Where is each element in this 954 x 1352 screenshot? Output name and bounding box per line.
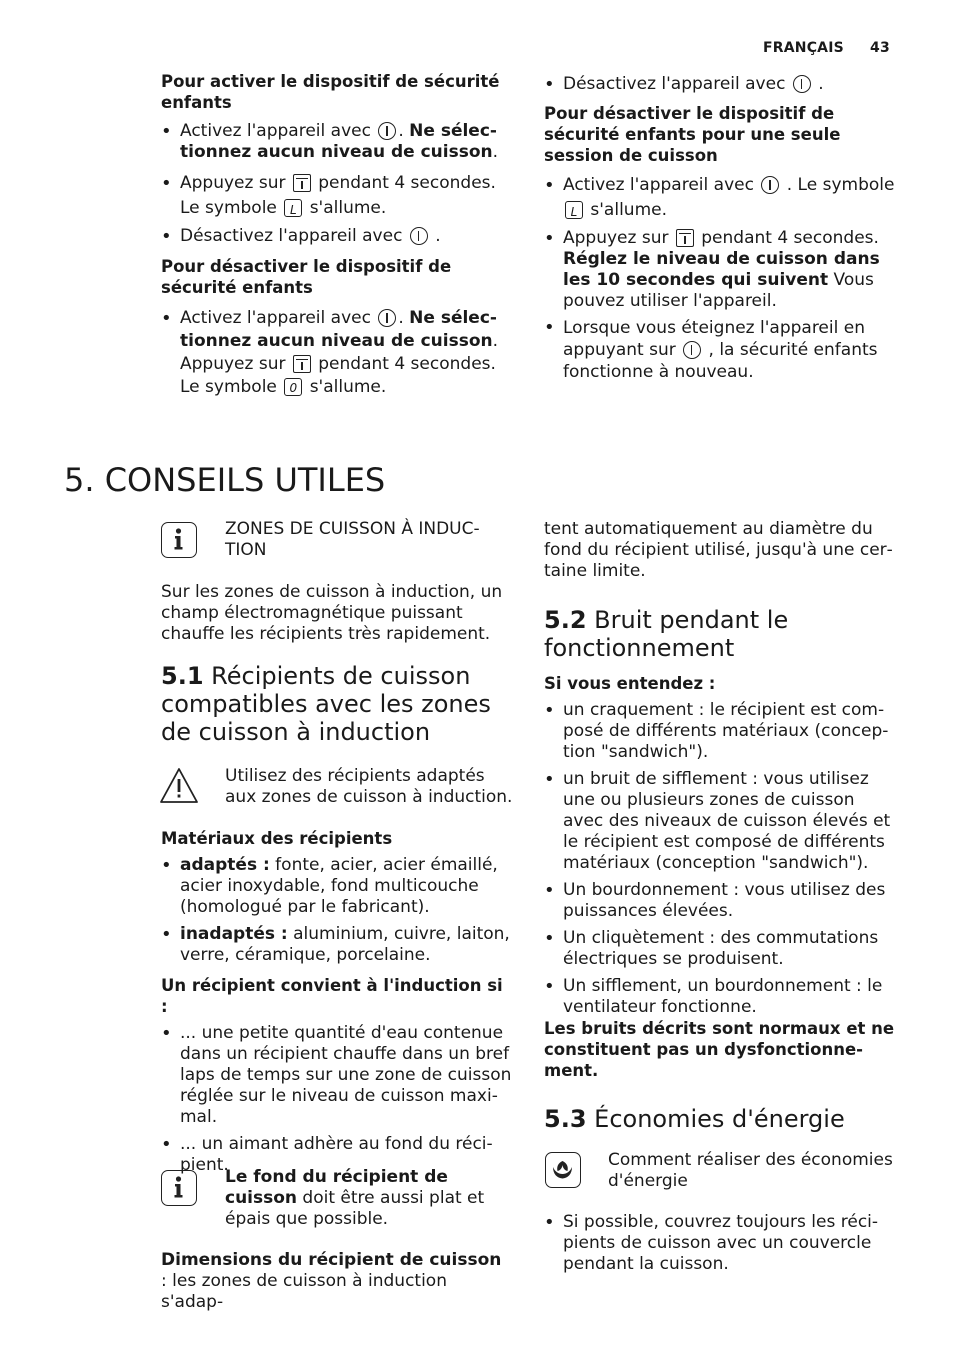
fits-title: Un récipient convient à l'induction si :	[161, 976, 503, 1016]
list-item: • Lorsque vous éteignez l'appareil en appuyant sur , la sécurité enfants fonctionne à nouveau.	[544, 317, 878, 382]
power-icon	[793, 75, 811, 93]
lock-key-icon	[676, 229, 694, 247]
list-item: • Si possible, couvrez toujours les récipients de cuisson avec un couvercle pendant la cuisson.	[544, 1212, 879, 1274]
list-item: • ... un aimant adhère au fond du récipient.	[161, 1134, 493, 1175]
list-item: • Appuyez sur pendant 4 secondes. Le symbole L s'allume.	[161, 173, 496, 218]
col1-main	[161, 582, 511, 746]
list-item: • ... une petite quantité d'eau contenue dans un récipient chauffe dans un bref laps de temps sur une zone de cuisson réglée sur le niveau de cuisson maximal.	[161, 1023, 512, 1127]
lock-key-icon	[293, 174, 311, 192]
list-item: • un craquement : le récipient est composé de différents matériaux (conception "sandwich").	[544, 700, 889, 762]
power-icon	[378, 309, 396, 327]
intro-text: Sur les zones de cuisson à induction, un champ électromagnétique puissant chauffe les récipients très rapidement.	[161, 582, 503, 644]
activate-title: Pour activer le dispositif de sécurité enfants	[161, 72, 500, 112]
list-item: • Appuyez sur pendant 4 secondes. Réglez le niveau de cuisson dans les 10 secondes qui suivent Vous pouvez utiliser l'appareil.	[544, 228, 880, 311]
materials-title: Matériaux des récipients	[161, 829, 393, 848]
normal-note: Les bruits décrits sont normaux et ne constituent pas un dysfonctionnement.	[544, 1019, 895, 1080]
list-item: • Activez l'appareil avec . Le symbole L s'allume.	[544, 175, 895, 220]
info-icon	[161, 522, 197, 558]
list-item: • Un cliquètement : des commutations électriques se produisent.	[544, 928, 879, 969]
header-language: FRANÇAIS	[763, 40, 844, 56]
list-item: • inadaptés : aluminium, cuivre, laiton, verre, céramique, porcelaine.	[161, 924, 510, 965]
col2-main	[544, 519, 898, 1133]
section-5-1-title: 5.1 Récipients de cuisson compatibles avec les zones de cuisson à induction	[161, 662, 491, 746]
list-item: • un bruit de sifflement : vous utilisez une ou plusieurs zones de cuisson avec des niveaux de cuisson élevés et le récipient est composé de différents matériaux (conception "sandwich").	[544, 769, 891, 873]
info-icon	[161, 1170, 197, 1206]
power-icon	[683, 341, 701, 359]
list-item: • Un bourdonnement : vous utilisez des puissances élevées.	[544, 880, 886, 921]
eco-list	[544, 1212, 898, 1275]
list-item: • Désactivez l'appareil avec .	[544, 74, 824, 95]
list-item: • Activez l'appareil avec . Ne sélectionnez aucun niveau de cuisson. Appuyez sur pendant 4 secondes. Le symbole 0 s'allume.	[161, 308, 499, 397]
lock-symbol-l-icon: L	[284, 199, 302, 217]
dims-text: Dimensions du récipient de cuisson : les zones de cuisson à induction s'adap-	[161, 1250, 502, 1312]
warning-text: Utilisez des récipients adaptés aux zones de cuisson à induction.	[225, 766, 513, 807]
info-bottom-text: Le fond du récipient de cuisson doit être aussi plat et épais que possible.	[225, 1167, 485, 1229]
symbol-zero-icon: 0	[284, 378, 302, 396]
power-icon	[410, 227, 428, 245]
continued-text: tent automatiquement au diamètre du fond du récipient utilisé, jusqu'à une certaine limite.	[544, 519, 893, 581]
col1-top	[161, 71, 513, 399]
list-item: • Un sifflement, un bourdonnement : le ventilateur fonctionne.	[544, 976, 883, 1017]
list-item: • Désactivez l'appareil avec .	[161, 226, 441, 247]
lock-key-icon	[293, 355, 311, 373]
col1-materials	[161, 828, 513, 1176]
section-5-3-title: 5.3 Économies d'énergie	[544, 1105, 845, 1133]
eco-info-text: Comment réaliser des économies d'énergie	[608, 1150, 893, 1191]
info-zones-text: ZONES DE CUISSON À INDUCTION	[225, 519, 480, 560]
col2-top	[544, 74, 898, 383]
page-number: 43	[870, 40, 890, 56]
list-item: • Activez l'appareil avec . Ne sélectionnez aucun niveau de cuisson.	[161, 121, 499, 162]
deactivate-title: Pour désactiver le dispositif de sécurité enfants	[161, 257, 452, 297]
section-5-2-title: 5.2 Bruit pendant le fonctionnement	[544, 606, 789, 662]
warning-icon	[159, 767, 199, 805]
hear-title: Si vous entendez :	[544, 674, 716, 693]
power-icon	[378, 122, 396, 140]
power-icon	[761, 176, 779, 194]
lock-symbol-l-icon: L	[565, 201, 583, 219]
eco-leaf-icon	[545, 1152, 581, 1188]
chapter-title: 5. CONSEILS UTILES	[64, 461, 386, 499]
list-item: • adaptés : fonte, acier, acier émaillé, acier inoxydable, fond multicouche (homologué par le fabricant).	[161, 855, 498, 917]
session-title: Pour désactiver le dispositif de sécurité enfants pour une seule session de cuisson	[544, 104, 841, 165]
